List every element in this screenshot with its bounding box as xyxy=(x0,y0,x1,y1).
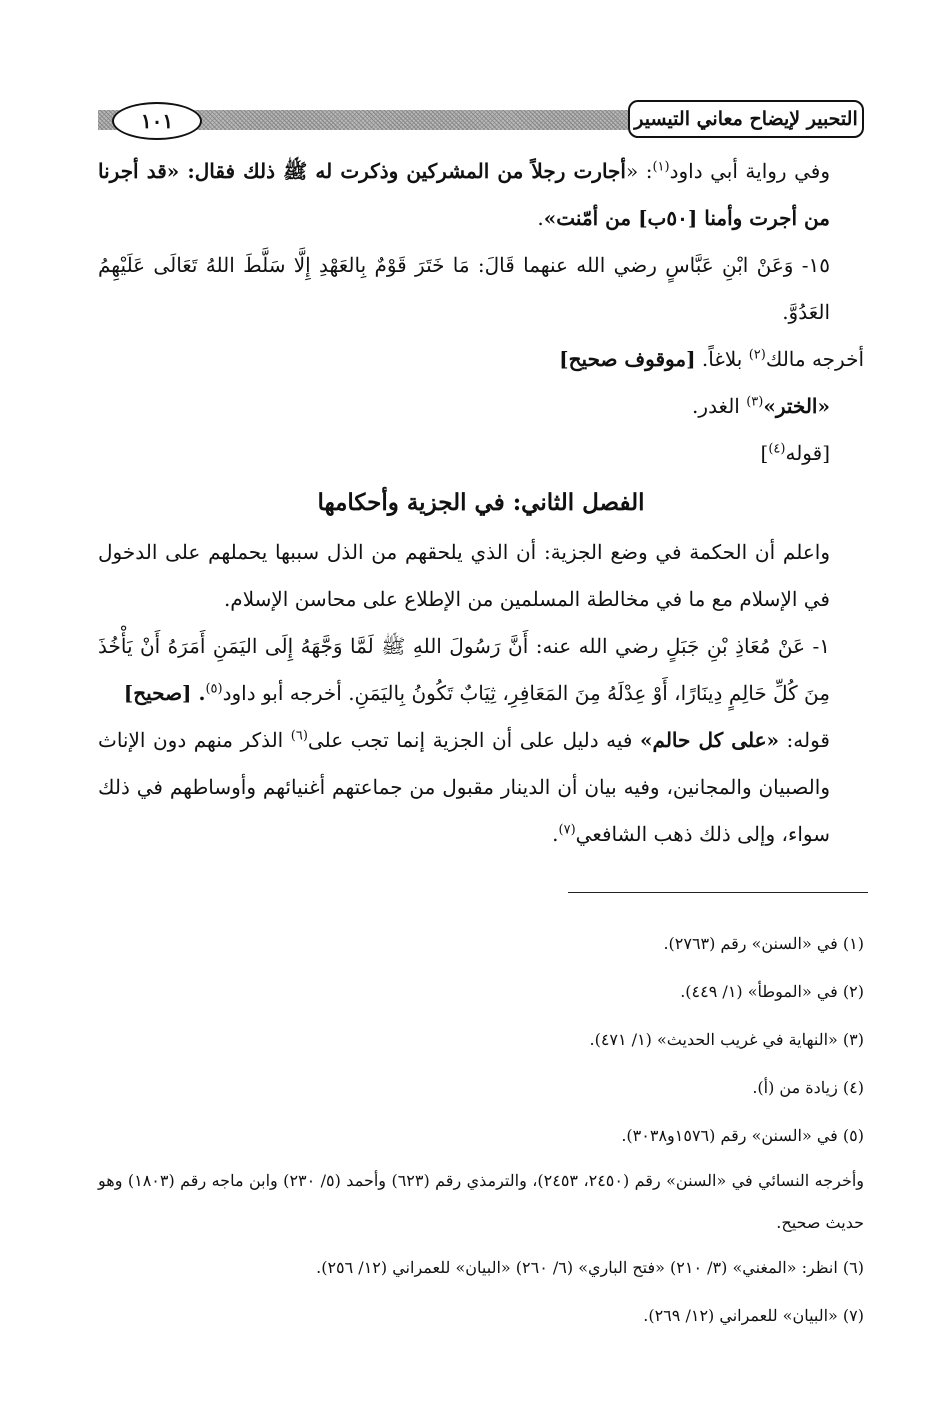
footnote-7: (٧) «البيان» للعمراني (١٢/ ٢٦٩). xyxy=(643,1306,864,1325)
page-header xyxy=(98,100,864,142)
footnote-ref: (٢) xyxy=(748,347,766,363)
hadith-15: ١٥- وَعَنْ ابْنِ عَبَّاسٍ رضي الله عنهما قَالَ: مَا خَتَرَ قَوْمٌ بِالعَهْدِ إِلَّا سَلَّطَ اللهُ تَعَالَى عَلَيْهِمُ العَدُوَّ. xyxy=(98,253,830,324)
abu-dawud-narration: وفي رواية أبي داود$^{(١)}$: «أجارت رجلاً من المشركين وذكرت له ﷺ ذلك فقال: «قد أجرنا من أجرت وأمنا [٥٠ب] من أمّنت». xyxy=(98,159,830,230)
footnote-ref: (٣) xyxy=(746,394,764,410)
footnote-2: (٢) في «الموطأ» (١/ ٤٤٩). xyxy=(680,982,864,1001)
footnote-ref: (٤) xyxy=(768,441,786,457)
footnote-ref: (٦) xyxy=(290,728,308,744)
footnote-separator xyxy=(568,892,868,893)
commentary-paragraph: قوله: «على كل حالم» فيه دليل على أن الجزية إنما تجب على$^{(٦)}$ الذكر منهم دون الإناث والصبيان والمجانين، وفيه بيان أن الدينار مقبول من جماعتهم أغنيائهم وأوساطهم في ذلك سواء، وإلى ذلك ذهب الشافعي$^{(٧)}$. xyxy=(98,728,830,846)
hadith-1: ١- عَنْ مُعَاذِ بْنِ جَبَلٍ رضي الله عنه: أَنَّ رَسُولَ اللهِ ﷺ لَمَّا وَجَّهَهُ إِلَى اليَمَنِ أَمَرَهُ أَنْ يَأْخُذَ مِنَ كُلِّ حَالِمٍ دِينَارًا، أَوْ عِدْلَهُ مِنَ المَعَافِرِ، ثِيَابٌ تَكُونُ بِاليَمَنِ. أخرجه أبو داود$^{(٥)}$. [صحيح] xyxy=(98,634,830,705)
wisdom-paragraph: واعلم أن الحكمة في وضع الجزية: أن الذي يلحقهم من الذل سببها يحملهم على الدخول في الإسلام مع ما في مخالطة المسلمين من الإطلاع على محاسن الإسلام. xyxy=(98,540,830,611)
bracket-insert: [قوله$^{(٤)}$] xyxy=(760,441,830,465)
section-title: الفصل الثاني: في الجزية وأحكامها xyxy=(317,489,645,516)
footnote-ref: (٥) xyxy=(205,681,223,697)
footnote-5: (٥) في «السنن» رقم (١٥٧٦و٣٠٣٨). xyxy=(621,1126,864,1145)
main-text xyxy=(98,148,864,858)
footnote-5-continuation: وأخرجه النسائي في «السنن» رقم (٢٤٥٠، ٢٤٥٣)، والترمذي رقم (٦٢٣) وأحمد (٥/ ٢٣٠) وابن ماجه رقم (١٨٠٣) وهو حديث صحيح. xyxy=(98,1171,865,1232)
footnote-6: (٦) انظر: «المغني» (٣/ ٢١٠) «فتح الباري» (٦/ ٢٦٠) «البيان» للعمراني (١٢/ ٢٥٦). xyxy=(316,1258,864,1277)
malik-attribution: أخرجه مالك$^{(٢)}$ بلاغاً. [موقوف صحيح] xyxy=(559,347,864,371)
footnote-ref: (٧) xyxy=(558,822,576,838)
footnote-4: (٤) زيادة من (أ). xyxy=(752,1078,864,1097)
footnote-1: (١) في «السنن» رقم (٢٧٦٣). xyxy=(663,934,864,953)
grading-label: . [صحيح] xyxy=(123,681,206,705)
footnote-ref: (١) xyxy=(652,159,670,175)
footnote-3: (٣) «النهاية في غريب الحديث» (١/ ٤٧١). xyxy=(589,1030,864,1049)
footnotes xyxy=(98,920,864,1340)
quoted-narration: أجارت رجلاً من المشركين وذكرت له ﷺ ذلك فقال: «قد أجرنا من أجرت وأمنا [٥٠ب] من أمّنت» xyxy=(98,159,830,230)
page-number: ١٠١ xyxy=(112,102,202,140)
grading-label: [موقوف صحيح] xyxy=(559,347,696,371)
running-title: التحبير لإيضاح معاني التيسير xyxy=(628,100,864,138)
gloss-khatr: «الختر»$^{(٣)}$ الغدر. xyxy=(692,394,830,418)
